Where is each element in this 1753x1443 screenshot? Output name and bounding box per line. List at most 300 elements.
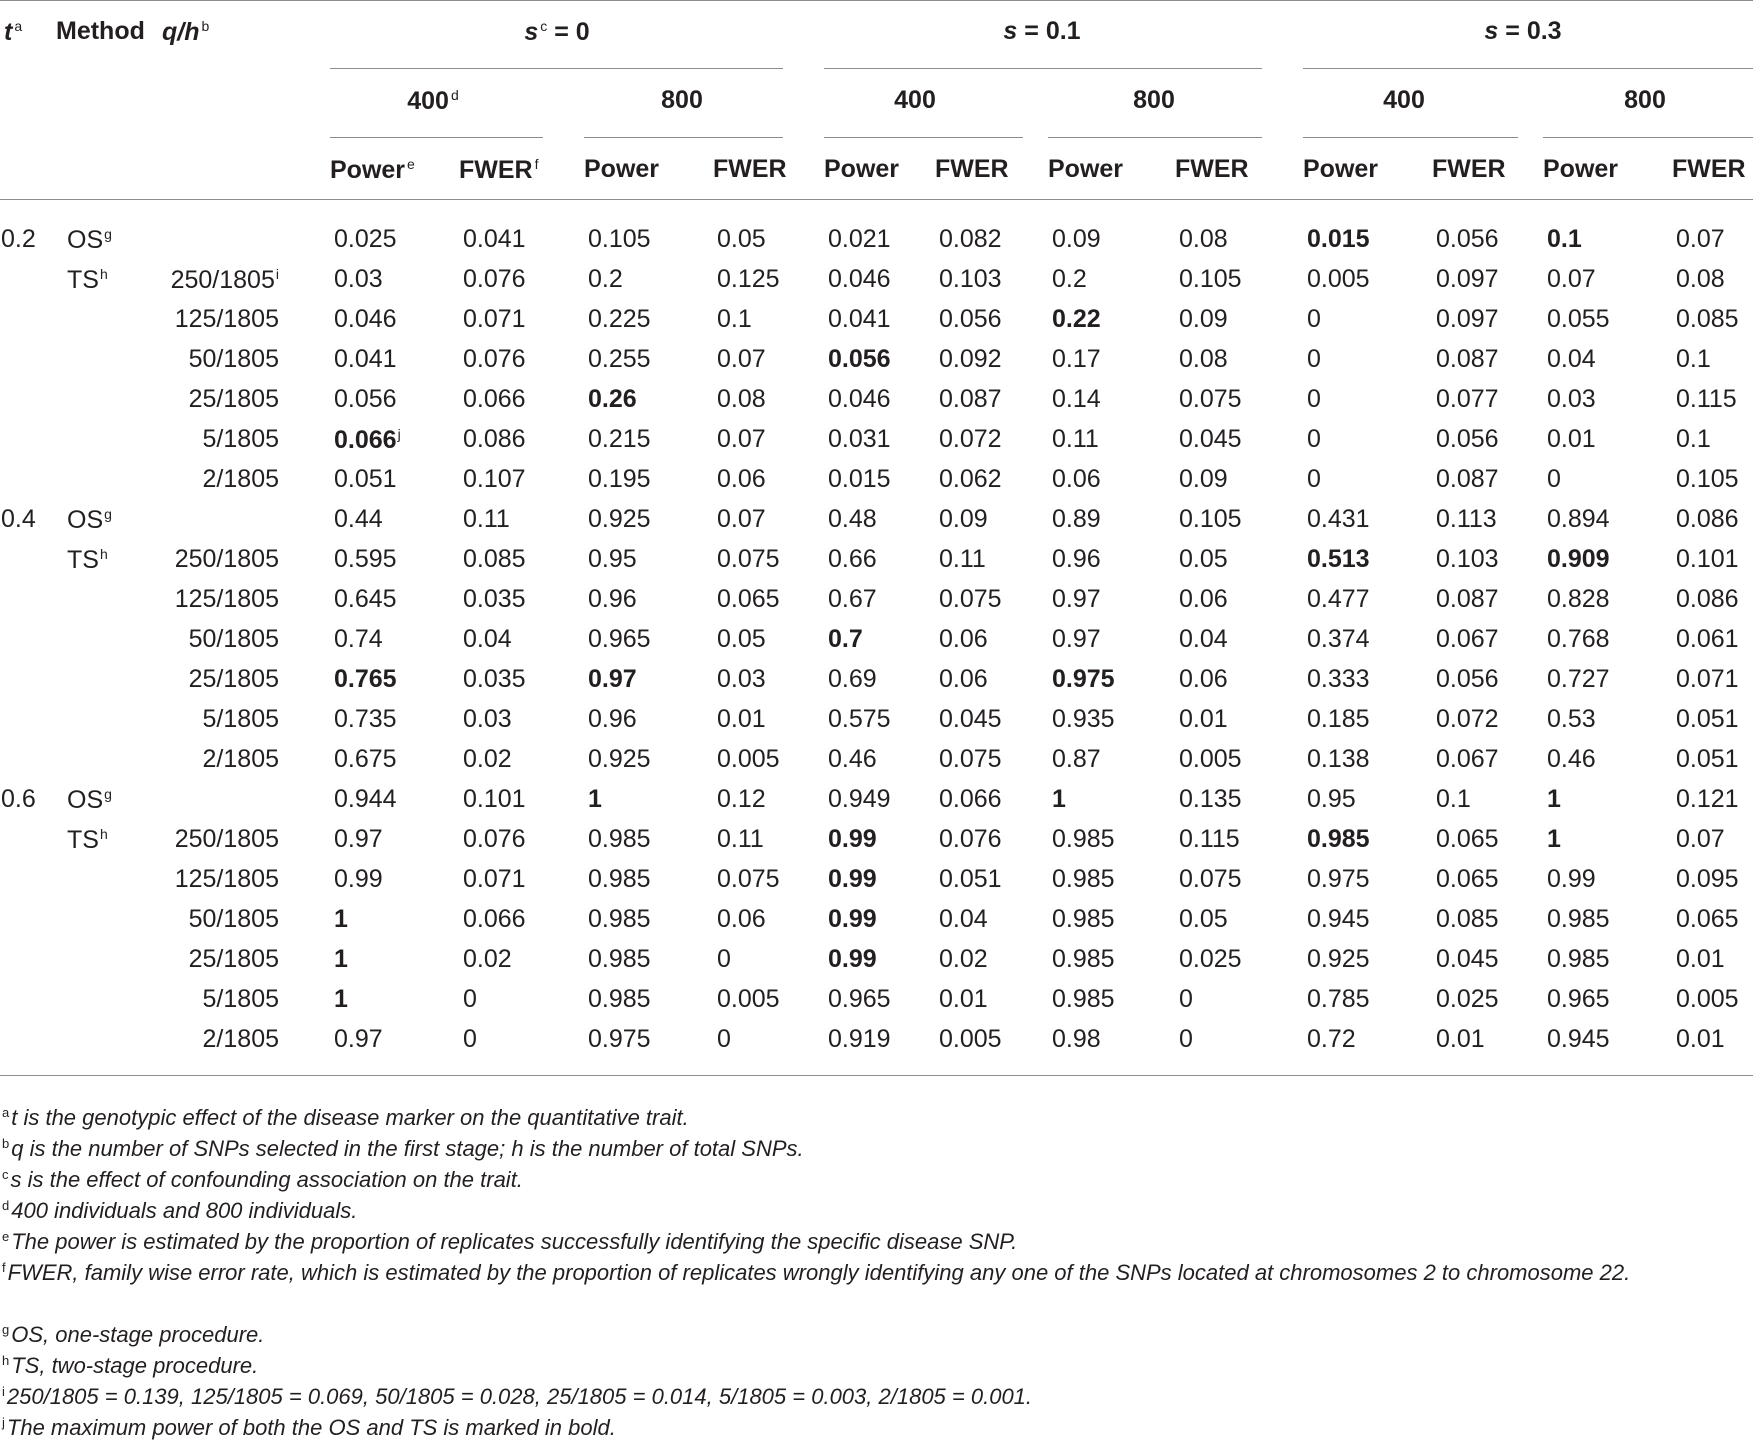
table-cell: 0.021 xyxy=(828,225,891,253)
table-cell: 0.107 xyxy=(463,465,526,493)
table-cell: 0.46 xyxy=(1547,745,1596,773)
size-header: 800 xyxy=(1624,86,1666,114)
row-qh: 50/1805 xyxy=(188,905,279,933)
table-cell: 0.97 xyxy=(588,665,637,693)
table-cell: 0.04 xyxy=(1179,625,1228,653)
table-cell: 0.99 xyxy=(828,865,877,893)
table-cell: 0.097 xyxy=(1436,305,1499,333)
table-cell: 0.08 xyxy=(1179,225,1228,253)
table-cell: 0.086 xyxy=(1676,505,1739,533)
table-cell: 0.071 xyxy=(1676,665,1739,693)
row-qh: 2/1805 xyxy=(202,745,279,773)
table-cell: 0.067 xyxy=(1436,625,1499,653)
table-cell: 0.115 xyxy=(1179,825,1240,853)
table-cell: 0.01 xyxy=(717,705,766,733)
table-cell: 0.065 xyxy=(1676,905,1739,933)
table-cell: 0.69 xyxy=(828,665,877,693)
table-cell: 0.215 xyxy=(588,425,651,453)
table-cell: 0.005 xyxy=(717,985,780,1013)
table-cell: 0.105 xyxy=(1676,465,1739,493)
table-cell: 0.01 xyxy=(1179,705,1228,733)
table-header-rule xyxy=(0,199,1753,200)
group-rule xyxy=(330,68,783,69)
table-cell: 0.075 xyxy=(1179,865,1242,893)
table-cell: 0.595 xyxy=(334,545,397,573)
table-cell: 0.195 xyxy=(588,465,651,493)
table-cell: 1 xyxy=(1547,825,1561,853)
table-cell: 0.97 xyxy=(1052,625,1101,653)
table-cell: 0.025 xyxy=(1436,985,1499,1013)
table-cell: 0.02 xyxy=(463,745,512,773)
table-cell: 0.985 xyxy=(1052,905,1115,933)
table-cell: 0.06 xyxy=(939,625,988,653)
row-t-value: 0.6 xyxy=(1,785,36,813)
row-qh: 125/1805 xyxy=(174,865,279,893)
table-cell: 0.431 xyxy=(1307,505,1370,533)
table-cell: 0.975 xyxy=(1052,665,1115,693)
table-cell: 0.05 xyxy=(717,625,766,653)
metric-header: FWER xyxy=(935,155,1009,183)
row-qh: 50/1805 xyxy=(188,345,279,373)
footnote: $^h$TS, two-stage procedure. xyxy=(2,1353,259,1378)
size-header: 400 xyxy=(1383,86,1425,114)
row-method: $OS^g$ xyxy=(67,226,112,254)
table-cell: 0.08 xyxy=(717,385,766,413)
size-header: 400 $^d$ xyxy=(407,87,459,115)
table-cell: 0.071 xyxy=(463,865,526,893)
table-cell: 0.103 xyxy=(939,265,1002,293)
metric-header: Power $^e$ xyxy=(330,156,415,184)
footnote: $^g$OS, one-stage procedure. xyxy=(2,1322,265,1347)
footnote: $^f$FWER, family wise error rate, which is estimated by the proportion of replicates wrongly identifying any one of the SNPs located at chromosomes 2 to chromosome 22. xyxy=(2,1260,1631,1285)
table-cell: 0.065 xyxy=(717,585,780,613)
table-cell: 0.045 xyxy=(1436,945,1499,973)
table-cell: 0.005 xyxy=(1179,745,1242,773)
table-cell: 0.072 xyxy=(939,425,1002,453)
table-cell: 0.066 xyxy=(939,785,1002,813)
row-method: $OS^g$ xyxy=(67,786,112,814)
table-cell: 0.015 xyxy=(828,465,891,493)
table-cell: 0.785 xyxy=(1307,985,1370,1013)
table-cell: 0.04 xyxy=(463,625,512,653)
table-cell: 0.01 xyxy=(1547,425,1596,453)
row-method: $TS^h$ xyxy=(67,546,108,574)
table-cell: 0.06 xyxy=(1179,665,1228,693)
table-cell: 0.985 xyxy=(1052,825,1115,853)
table-cell: 0.075 xyxy=(939,745,1002,773)
table-cell: 0.374 xyxy=(1307,625,1370,653)
table-cell: 0.103 xyxy=(1436,545,1499,573)
table-cell: 1 xyxy=(334,945,348,973)
table-cell: 0.09 xyxy=(1052,225,1101,253)
row-t-value: 0.2 xyxy=(1,225,36,253)
size-rule xyxy=(584,137,783,138)
table-cell: 0.076 xyxy=(939,825,1002,853)
table-cell: 0.025 xyxy=(1179,945,1242,973)
table-cell: 0.065 xyxy=(1436,825,1499,853)
table-cell: 0.076 xyxy=(463,265,526,293)
table-cell: 0.98 xyxy=(1052,1025,1101,1053)
table-cell: 0.075 xyxy=(717,865,780,893)
table-cell: 0.07 xyxy=(1676,225,1725,253)
table-cell: 0.09 xyxy=(939,505,988,533)
table-cell: 0 xyxy=(1307,305,1321,333)
table-cell: 0.087 xyxy=(1436,465,1499,493)
table-cell: 0.076 xyxy=(463,825,526,853)
table-cell: 0.96 xyxy=(588,585,637,613)
table-cell: 0.72 xyxy=(1307,1025,1356,1053)
metric-header: Power xyxy=(584,155,660,183)
group-header-s0: s $^c$ = 0 xyxy=(524,18,590,46)
table-cell: 0.101 xyxy=(463,785,526,813)
table-cell: 0.087 xyxy=(1436,345,1499,373)
table-cell: 0.077 xyxy=(1436,385,1499,413)
footnote: $^i$250/1805 = 0.139, 125/1805 = 0.069, 50/1805 = 0.028, 25/1805 = 0.014, 5/1805 = 0.003, 2/1805 = 0.001. xyxy=(2,1384,1033,1409)
metric-header: FWER xyxy=(1672,155,1746,183)
group-rule xyxy=(824,68,1262,69)
footnote: $^b$q is the number of SNPs selected in the first stage; h is the number of total SNPs. xyxy=(2,1136,804,1161)
table-cell: 0.076 xyxy=(463,345,526,373)
table-cell: 0.086 xyxy=(1676,585,1739,613)
table-cell: 1 xyxy=(1052,785,1066,813)
table-cell: 0.925 xyxy=(1307,945,1370,973)
table-cell: 0.07 xyxy=(717,425,766,453)
group-header-s03: s = 0.3 xyxy=(1484,17,1562,45)
table-cell: 0.945 xyxy=(1547,1025,1610,1053)
table-cell: 0 xyxy=(1547,465,1561,493)
table-cell: 0.09 xyxy=(1179,465,1228,493)
table-cell: 0.985 xyxy=(588,825,651,853)
table-cell: 0.02 xyxy=(463,945,512,973)
table-cell: 0.645 xyxy=(334,585,397,613)
table-cell: 0.66 xyxy=(828,545,877,573)
table-cell: 0.675 xyxy=(334,745,397,773)
table-cell: 0.056 xyxy=(939,305,1002,333)
table-cell: 0.97 xyxy=(334,825,383,853)
table-cell: 0.944 xyxy=(334,785,397,813)
size-rule xyxy=(1543,137,1753,138)
row-qh: 250/1805 xyxy=(174,825,279,853)
table-cell: 0.075 xyxy=(717,545,780,573)
table-cell: 0.066$^j$ xyxy=(334,426,401,454)
table-cell: 0.11 xyxy=(939,545,986,573)
table-cell: 0.949 xyxy=(828,785,891,813)
table-cell: 0.06 xyxy=(717,905,766,933)
col-header-qh: q/h $^b$ xyxy=(162,18,210,46)
table-cell: 0.05 xyxy=(1179,905,1228,933)
table-cell: 0.333 xyxy=(1307,665,1370,693)
footnote: $^e$The power is estimated by the proportion of replicates successfully identifying the specific disease SNP. xyxy=(2,1229,1018,1254)
table-cell: 0.041 xyxy=(334,345,397,373)
table-cell: 0.828 xyxy=(1547,585,1610,613)
table-cell: 0.26 xyxy=(588,385,637,413)
table-cell: 0.051 xyxy=(1676,705,1739,733)
table-cell: 0.894 xyxy=(1547,505,1610,533)
col-header-method: Method xyxy=(56,17,145,45)
table-cell: 1 xyxy=(334,905,348,933)
table-cell: 0.1 xyxy=(1676,345,1711,373)
table-cell: 0.03 xyxy=(1547,385,1596,413)
table-cell: 0.066 xyxy=(463,905,526,933)
table-cell: 0.095 xyxy=(1676,865,1739,893)
table-cell: 0 xyxy=(1307,425,1321,453)
table-cell: 0.225 xyxy=(588,305,651,333)
row-qh: 50/1805 xyxy=(188,625,279,653)
table-cell: 0.17 xyxy=(1052,345,1101,373)
table-cell: 0.07 xyxy=(1547,265,1596,293)
table-cell: 0 xyxy=(1179,985,1193,1013)
size-header: 800 xyxy=(1133,86,1175,114)
table-cell: 0.135 xyxy=(1179,785,1242,813)
table-cell: 0.48 xyxy=(828,505,877,533)
row-qh: 25/1805 xyxy=(188,945,279,973)
row-qh: 250/1805$^i$ xyxy=(170,266,279,294)
metric-header: FWER $^f$ xyxy=(459,156,539,184)
table-cell: 0.08 xyxy=(1676,265,1725,293)
table-cell: 0 xyxy=(717,945,731,973)
table-cell: 0.025 xyxy=(334,225,397,253)
row-qh: 125/1805 xyxy=(174,585,279,613)
table-cell: 0.975 xyxy=(1307,865,1370,893)
group-header-s01: s = 0.1 xyxy=(1003,17,1081,45)
table-cell: 0.909 xyxy=(1547,545,1610,573)
table-cell: 0.056 xyxy=(828,345,891,373)
table-cell: 0.08 xyxy=(1179,345,1228,373)
size-rule xyxy=(330,137,543,138)
table-cell: 0.092 xyxy=(939,345,1002,373)
table-cell: 0.99 xyxy=(828,905,877,933)
footnote: $^a$t is the genotypic effect of the disease marker on the quantitative trait. xyxy=(2,1105,689,1130)
table-cell: 0.035 xyxy=(463,585,526,613)
table-cell: 0.051 xyxy=(334,465,397,493)
table-cell: 0.01 xyxy=(1676,1025,1725,1053)
table-cell: 1 xyxy=(334,985,348,1013)
table-cell: 0.735 xyxy=(334,705,397,733)
footnote: $^d$400 individuals and 800 individuals. xyxy=(2,1198,358,1223)
table-cell: 0.062 xyxy=(939,465,1002,493)
size-rule xyxy=(1303,137,1518,138)
table-cell: 0.085 xyxy=(463,545,526,573)
table-cell: 0.015 xyxy=(1307,225,1370,253)
metric-header: FWER xyxy=(713,155,787,183)
table-cell: 0 xyxy=(717,1025,731,1053)
table-cell: 0.087 xyxy=(1436,585,1499,613)
col-header-t: t $^a$ xyxy=(4,18,23,46)
table-cell: 0.945 xyxy=(1307,905,1370,933)
table-cell: 0.96 xyxy=(1052,545,1101,573)
table-cell: 0.99 xyxy=(828,825,877,853)
table-top-rule xyxy=(0,0,1753,1)
table-cell: 0.125 xyxy=(717,265,780,293)
table-cell: 0.046 xyxy=(334,305,397,333)
table-cell: 0.74 xyxy=(334,625,383,653)
table-cell: 0.965 xyxy=(588,625,651,653)
table-cell: 0.513 xyxy=(1307,545,1370,573)
table-cell: 0.765 xyxy=(334,665,397,693)
table-cell: 0.985 xyxy=(1052,985,1115,1013)
table-cell: 0.005 xyxy=(717,745,780,773)
table-cell: 0.056 xyxy=(1436,425,1499,453)
table-cell: 0.44 xyxy=(334,505,383,533)
table-cell: 0.067 xyxy=(1436,745,1499,773)
table-cell: 0.53 xyxy=(1547,705,1596,733)
table-cell: 0.06 xyxy=(1179,585,1228,613)
table-cell: 0.105 xyxy=(588,225,651,253)
table-cell: 0.02 xyxy=(939,945,988,973)
table-cell: 0.99 xyxy=(828,945,877,973)
row-method: $TS^h$ xyxy=(67,266,108,294)
table-cell: 0.97 xyxy=(1052,585,1101,613)
table-cell: 0.1 xyxy=(717,305,752,333)
table-cell: 0.041 xyxy=(463,225,526,253)
table-cell: 0.056 xyxy=(1436,665,1499,693)
table-cell: 0.477 xyxy=(1307,585,1370,613)
table-cell: 0.07 xyxy=(1676,825,1725,853)
table-cell: 0.087 xyxy=(939,385,1002,413)
table-cell: 0.985 xyxy=(1052,865,1115,893)
table-cell: 0.056 xyxy=(1436,225,1499,253)
size-rule xyxy=(824,137,1023,138)
table-cell: 0.138 xyxy=(1307,745,1370,773)
footnote: $^j$The maximum power of both the OS and TS is marked in bold. xyxy=(2,1415,616,1440)
table-cell: 0.985 xyxy=(588,945,651,973)
table-cell: 0 xyxy=(463,985,477,1013)
table-cell: 0.01 xyxy=(1436,1025,1485,1053)
table-cell: 0.975 xyxy=(588,1025,651,1053)
row-qh: 5/1805 xyxy=(202,985,279,1013)
table-cell: 0.03 xyxy=(334,265,383,293)
table-cell: 0.056 xyxy=(334,385,397,413)
table-cell: 0 xyxy=(1307,345,1321,373)
row-qh: 125/1805 xyxy=(174,305,279,333)
table-cell: 0.935 xyxy=(1052,705,1115,733)
table-cell: 0.082 xyxy=(939,225,1002,253)
table-cell: 0.046 xyxy=(828,265,891,293)
table-cell: 0.96 xyxy=(588,705,637,733)
table-cell: 0.985 xyxy=(1547,905,1610,933)
row-method: $TS^h$ xyxy=(67,826,108,854)
table-cell: 0.46 xyxy=(828,745,877,773)
table-cell: 0.965 xyxy=(1547,985,1610,1013)
table-cell: 0.005 xyxy=(1676,985,1739,1013)
metric-header: Power xyxy=(1303,155,1379,183)
row-qh: 2/1805 xyxy=(202,465,279,493)
table-cell: 0.06 xyxy=(1052,465,1101,493)
row-t-value: 0.4 xyxy=(1,505,36,533)
table-cell: 0.768 xyxy=(1547,625,1610,653)
table-cell: 0.035 xyxy=(463,665,526,693)
table-cell: 0.727 xyxy=(1547,665,1610,693)
row-qh: 25/1805 xyxy=(188,385,279,413)
table-cell: 0 xyxy=(1179,1025,1193,1053)
table-cell: 0.95 xyxy=(1307,785,1356,813)
footnote: $^c$s is the effect of confounding association on the trait. xyxy=(2,1167,523,1192)
table-cell: 0.045 xyxy=(939,705,1002,733)
row-qh: 250/1805 xyxy=(174,545,279,573)
table-cell: 0.051 xyxy=(1676,745,1739,773)
table-cell: 0.113 xyxy=(1436,505,1497,533)
table-cell: 0 xyxy=(463,1025,477,1053)
table-cell: 0.11 xyxy=(717,825,764,853)
table-cell: 1 xyxy=(1547,785,1561,813)
table-cell: 0.95 xyxy=(588,545,637,573)
table-cell: 0.046 xyxy=(828,385,891,413)
table-cell: 0.925 xyxy=(588,745,651,773)
table-cell: 0.045 xyxy=(1179,425,1242,453)
table-cell: 0.085 xyxy=(1436,905,1499,933)
table-cell: 0.03 xyxy=(463,705,512,733)
table-cell: 0.065 xyxy=(1436,865,1499,893)
table-cell: 0.2 xyxy=(588,265,623,293)
table-cell: 0.1 xyxy=(1676,425,1711,453)
table-cell: 0.115 xyxy=(1676,385,1737,413)
table-cell: 0.575 xyxy=(828,705,891,733)
table-cell: 0.985 xyxy=(1052,945,1115,973)
group-rule xyxy=(1303,68,1753,69)
table-cell: 0.075 xyxy=(939,585,1002,613)
table-cell: 0.22 xyxy=(1052,305,1101,333)
table-cell: 0.89 xyxy=(1052,505,1101,533)
table-cell: 0.185 xyxy=(1307,705,1370,733)
table-cell: 0.11 xyxy=(463,505,510,533)
table-cell: 0.7 xyxy=(828,625,863,653)
table-cell: 0.985 xyxy=(1547,945,1610,973)
metric-header: Power xyxy=(1543,155,1619,183)
table-cell: 0.2 xyxy=(1052,265,1087,293)
table-cell: 0.14 xyxy=(1052,385,1101,413)
size-header: 400 xyxy=(894,86,936,114)
table-cell: 0.066 xyxy=(463,385,526,413)
table-cell: 1 xyxy=(588,785,602,813)
table-cell: 0.985 xyxy=(1307,825,1370,853)
table-cell: 0.255 xyxy=(588,345,651,373)
table-cell: 0.075 xyxy=(1179,385,1242,413)
table-cell: 0.04 xyxy=(1547,345,1596,373)
table-cell: 0.04 xyxy=(939,905,988,933)
table-cell: 0.67 xyxy=(828,585,877,613)
table-cell: 0.1 xyxy=(1436,785,1471,813)
table-cell: 0.1 xyxy=(1547,225,1582,253)
table-cell: 0.925 xyxy=(588,505,651,533)
table-cell: 0.055 xyxy=(1547,305,1610,333)
table-cell: 0.005 xyxy=(939,1025,1002,1053)
table-cell: 0.12 xyxy=(717,785,766,813)
table-cell: 0.072 xyxy=(1436,705,1499,733)
table-cell: 0.121 xyxy=(1676,785,1739,813)
table-cell: 0.985 xyxy=(588,865,651,893)
table-cell: 0.05 xyxy=(717,225,766,253)
table-cell: 0.06 xyxy=(939,665,988,693)
table-cell: 0.031 xyxy=(828,425,891,453)
table-cell: 0.985 xyxy=(588,985,651,1013)
table-bottom-rule xyxy=(0,1075,1753,1076)
size-rule xyxy=(1048,137,1262,138)
size-header: 800 xyxy=(661,86,703,114)
table-cell: 0.105 xyxy=(1179,265,1242,293)
row-qh: 5/1805 xyxy=(202,425,279,453)
table-cell: 0.105 xyxy=(1179,505,1242,533)
table-cell: 0.05 xyxy=(1179,545,1228,573)
table-cell: 0 xyxy=(1307,465,1321,493)
table-cell: 0.97 xyxy=(334,1025,383,1053)
row-qh: 2/1805 xyxy=(202,1025,279,1053)
table-cell: 0.965 xyxy=(828,985,891,1013)
table-cell: 0.03 xyxy=(717,665,766,693)
table-cell: 0.11 xyxy=(1052,425,1099,453)
table-cell: 0.01 xyxy=(939,985,988,1013)
metric-header: FWER xyxy=(1175,155,1249,183)
table-cell: 0.985 xyxy=(588,905,651,933)
